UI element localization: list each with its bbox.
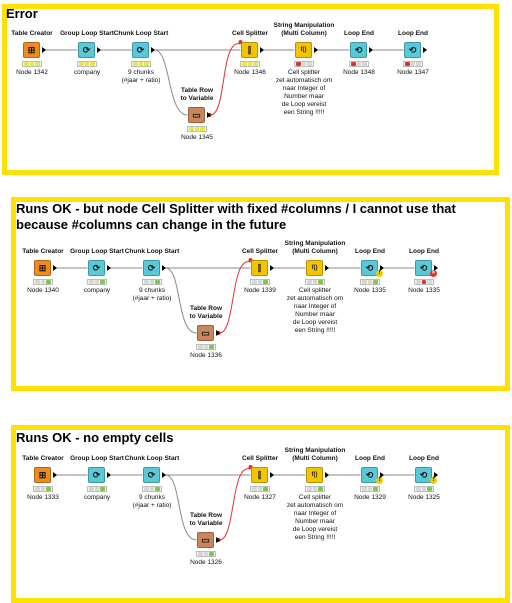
status-light — [144, 487, 149, 491]
node-type-icon: ⟲ — [419, 262, 428, 273]
node-annotation: Node 1342 — [16, 69, 48, 76]
node-icon[interactable] — [34, 260, 51, 276]
output-port[interactable] — [325, 265, 329, 271]
node-label: Group Loop Start — [60, 30, 114, 37]
node-label: Cell Splitter — [241, 248, 279, 255]
status-light — [198, 552, 203, 556]
node-status-lights — [414, 486, 434, 492]
node-icon[interactable] — [251, 260, 268, 276]
status-light — [416, 62, 421, 66]
node-type-icon: f() — [300, 47, 307, 53]
node-annotation: 9 chunks (#jaar + ratio) — [132, 287, 172, 302]
node-annotation: Node 1346 — [234, 69, 266, 76]
status-light — [195, 127, 200, 131]
status-light — [263, 280, 268, 284]
node-label: Group Loop Start — [70, 455, 124, 462]
node-type-icon: ⟳ — [82, 44, 91, 55]
node-annotation: Node 1325 — [408, 494, 440, 501]
status-light — [416, 280, 421, 284]
node-type-icon: f() — [311, 265, 318, 271]
node-annotation: Node 1327 — [244, 494, 276, 501]
output-port[interactable] — [380, 265, 384, 271]
status-light — [150, 280, 155, 284]
node-annotation: Cell splitter zet automatisch om naar Integer of Number maar de Loop vereist een String !!!!! — [286, 287, 344, 334]
node-label: Chunk Loop Start — [124, 248, 180, 255]
node-label: Table Creator — [22, 455, 64, 462]
node-type-icon: ⊞ — [38, 262, 47, 273]
status-light — [150, 487, 155, 491]
node-label: Chunk Loop Start — [124, 455, 180, 462]
node-status-lights — [131, 61, 151, 67]
status-light — [35, 487, 40, 491]
status-light — [46, 487, 51, 491]
status-light — [252, 280, 257, 284]
status-light — [155, 487, 160, 491]
output-port[interactable] — [53, 472, 57, 478]
node-type-icon: ⟳ — [147, 262, 156, 273]
status-light — [85, 62, 90, 66]
node-icon[interactable] — [34, 467, 51, 483]
output-port[interactable] — [53, 265, 57, 271]
output-port[interactable] — [162, 472, 166, 478]
node-label: Chunk Loop Start — [113, 30, 169, 37]
node-type-icon: ⟲ — [365, 262, 374, 273]
status-light — [296, 62, 301, 66]
node-label: Cell Splitter — [231, 30, 269, 37]
node-status-lights — [360, 486, 380, 492]
node-type-icon: ⫿ — [248, 44, 251, 55]
status-light — [313, 487, 318, 491]
node-type-icon: ▭ — [201, 327, 210, 338]
status-light — [307, 487, 312, 491]
output-port[interactable] — [434, 265, 438, 271]
node-annotation: Node 1335 — [354, 287, 386, 294]
node-label: Cell Splitter — [241, 455, 279, 462]
node-label: String Manipulation (Multi Column) — [284, 447, 346, 462]
status-light — [373, 280, 378, 284]
status-light — [35, 280, 40, 284]
node-annotation: Node 1326 — [190, 559, 222, 566]
node-annotation: Node 1329 — [354, 494, 386, 501]
node-icon[interactable] — [78, 42, 95, 58]
status-light — [248, 62, 253, 66]
output-port[interactable] — [270, 472, 274, 478]
node-label: Table Row to Variable — [189, 512, 223, 527]
status-light — [30, 62, 35, 66]
node-type-icon: ⟲ — [365, 469, 374, 480]
status-light — [139, 62, 144, 66]
node-icon[interactable] — [143, 467, 160, 483]
node-status-lights — [87, 486, 107, 492]
output-port[interactable] — [162, 265, 166, 271]
status-light — [198, 345, 203, 349]
node-icon[interactable] — [197, 325, 214, 341]
status-light — [209, 552, 214, 556]
node-status-lights — [240, 61, 260, 67]
status-light — [79, 62, 84, 66]
status-light — [427, 280, 432, 284]
node-type-icon: ⟳ — [92, 262, 101, 273]
node-status-lights — [294, 61, 314, 67]
node-label: Group Loop Start — [70, 248, 124, 255]
status-light — [362, 487, 367, 491]
output-port[interactable] — [380, 472, 384, 478]
status-light — [46, 280, 51, 284]
node-annotation: Node 1345 — [181, 134, 213, 141]
status-light — [100, 280, 105, 284]
status-light — [368, 487, 373, 491]
node-annotation: Node 1335 — [408, 287, 440, 294]
status-light — [318, 280, 323, 284]
node-label: Loop End — [355, 455, 385, 462]
node-type-icon: ⟲ — [354, 44, 363, 55]
node-type-icon: ▭ — [192, 109, 201, 120]
status-light — [302, 62, 307, 66]
warning-icon: ! — [376, 270, 383, 277]
node-type-icon: ⫿ — [258, 262, 261, 273]
node-annotation: 9 chunks (#jaar + ratio) — [121, 69, 161, 84]
node-label: String Manipulation (Multi Column) — [273, 22, 335, 37]
node-icon[interactable] — [132, 42, 149, 58]
status-light — [90, 62, 95, 66]
status-light — [144, 62, 149, 66]
status-light — [416, 487, 421, 491]
status-light — [41, 487, 46, 491]
node-annotation: company — [73, 69, 101, 76]
node-status-lights — [250, 486, 270, 492]
output-port[interactable] — [42, 47, 46, 53]
status-light — [89, 487, 94, 491]
node-annotation: Node 1347 — [397, 69, 429, 76]
status-light — [24, 62, 29, 66]
node-type-icon: ⫿ — [258, 469, 261, 480]
node-type-icon: ⊞ — [38, 469, 47, 480]
output-port[interactable] — [434, 472, 438, 478]
node-icon[interactable] — [143, 260, 160, 276]
output-port[interactable] — [260, 47, 264, 53]
node-icon[interactable] — [306, 260, 323, 276]
node-type-icon: ⟳ — [92, 469, 101, 480]
node-status-lights — [77, 61, 97, 67]
status-light — [258, 280, 263, 284]
node-icon[interactable] — [88, 260, 105, 276]
status-light — [100, 487, 105, 491]
node-status-lights — [349, 61, 369, 67]
status-light — [258, 487, 263, 491]
error-icon: × — [431, 270, 436, 276]
output-port[interactable] — [216, 537, 220, 543]
status-light — [252, 487, 257, 491]
status-light — [368, 280, 373, 284]
output-port[interactable] — [151, 47, 155, 53]
node-annotation: Node 1339 — [244, 287, 276, 294]
status-light — [351, 62, 356, 66]
node-type-icon: ⟲ — [408, 44, 417, 55]
status-light — [242, 62, 247, 66]
status-light — [427, 487, 432, 491]
status-light — [189, 127, 194, 131]
node-label: Table Creator — [11, 30, 53, 37]
status-light — [422, 487, 427, 491]
output-port[interactable] — [369, 47, 373, 53]
output-port[interactable] — [423, 47, 427, 53]
status-light — [411, 62, 416, 66]
node-annotation: Cell splitter zet automatisch om naar Integer of Number maar de Loop vereist een String !!!!! — [286, 494, 344, 541]
output-port[interactable] — [207, 112, 211, 118]
node-status-lights — [403, 61, 423, 67]
status-light — [318, 487, 323, 491]
node-type-icon: ▭ — [201, 534, 210, 545]
node-status-lights — [305, 279, 325, 285]
status-light — [307, 62, 312, 66]
status-light — [263, 487, 268, 491]
panel-title: Runs OK - no empty cells — [16, 430, 174, 445]
status-light — [209, 345, 214, 349]
panel-title: Runs OK - but node Cell Splitter with fixed #columns / I cannot use that because #columns can change in the future — [16, 201, 456, 232]
node-annotation: company — [83, 494, 111, 501]
status-light — [362, 62, 367, 66]
output-port[interactable] — [107, 472, 111, 478]
status-light — [313, 280, 318, 284]
status-light — [41, 280, 46, 284]
output-port[interactable] — [97, 47, 101, 53]
node-label: Table Creator — [22, 248, 64, 255]
node-type-icon: ⊞ — [27, 44, 36, 55]
node-label: String Manipulation (Multi Column) — [284, 240, 346, 255]
node-status-lights — [360, 279, 380, 285]
status-light — [89, 280, 94, 284]
node-label: Loop End — [409, 248, 439, 255]
node-icon[interactable] — [88, 467, 105, 483]
status-light — [35, 62, 40, 66]
status-light — [155, 280, 160, 284]
node-status-lights — [87, 279, 107, 285]
node-label: Table Row to Variable — [189, 305, 223, 320]
node-status-lights — [187, 126, 207, 132]
node-icon[interactable] — [350, 42, 367, 58]
status-light — [144, 280, 149, 284]
node-status-lights — [305, 486, 325, 492]
status-light — [95, 280, 100, 284]
status-light — [373, 487, 378, 491]
node-annotation: Node 1348 — [343, 69, 375, 76]
node-type-icon: ⟳ — [147, 469, 156, 480]
node-annotation: Cell splitter zet automatisch om naar Integer of Number maar de Loop vereist een String !!!!! — [275, 69, 333, 116]
node-annotation: Node 1333 — [27, 494, 59, 501]
node-label: Loop End — [409, 455, 439, 462]
node-type-icon: f() — [311, 472, 318, 478]
node-type-icon: ⟲ — [419, 469, 428, 480]
node-icon[interactable] — [295, 42, 312, 58]
node-annotation: Node 1336 — [190, 352, 222, 359]
node-label: Table Row to Variable — [180, 87, 214, 102]
workflow-panel — [11, 425, 510, 603]
node-annotation: 9 chunks (#jaar + ratio) — [132, 494, 172, 509]
status-light — [95, 487, 100, 491]
output-port[interactable] — [216, 330, 220, 336]
output-port[interactable] — [270, 265, 274, 271]
output-port[interactable] — [107, 265, 111, 271]
status-light — [133, 62, 138, 66]
node-status-lights — [414, 279, 434, 285]
node-label: Loop End — [344, 30, 374, 37]
status-light — [362, 280, 367, 284]
node-type-icon: ⟳ — [136, 44, 145, 55]
node-label: Loop End — [398, 30, 428, 37]
status-light — [422, 280, 427, 284]
node-status-lights — [22, 61, 42, 67]
warning-icon: ! — [430, 477, 437, 484]
node-status-lights — [196, 551, 216, 557]
node-icon[interactable] — [23, 42, 40, 58]
status-light — [405, 62, 410, 66]
output-port[interactable] — [325, 472, 329, 478]
node-status-lights — [33, 486, 53, 492]
node-icon[interactable] — [306, 467, 323, 483]
status-light — [307, 280, 312, 284]
node-annotation: Node 1340 — [27, 287, 59, 294]
status-light — [204, 552, 209, 556]
node-status-lights — [142, 486, 162, 492]
node-icon[interactable] — [241, 42, 258, 58]
node-icon[interactable] — [404, 42, 421, 58]
node-annotation: company — [83, 287, 111, 294]
status-light — [204, 345, 209, 349]
output-port[interactable] — [314, 47, 318, 53]
status-light — [253, 62, 258, 66]
panel-title: Error — [6, 6, 38, 21]
node-icon[interactable] — [197, 532, 214, 548]
node-status-lights — [196, 344, 216, 350]
node-status-lights — [250, 279, 270, 285]
warning-icon: ! — [376, 477, 383, 484]
status-light — [357, 62, 362, 66]
node-label: Loop End — [355, 248, 385, 255]
node-status-lights — [33, 279, 53, 285]
node-icon[interactable] — [188, 107, 205, 123]
node-status-lights — [142, 279, 162, 285]
status-light — [200, 127, 205, 131]
node-icon[interactable] — [251, 467, 268, 483]
